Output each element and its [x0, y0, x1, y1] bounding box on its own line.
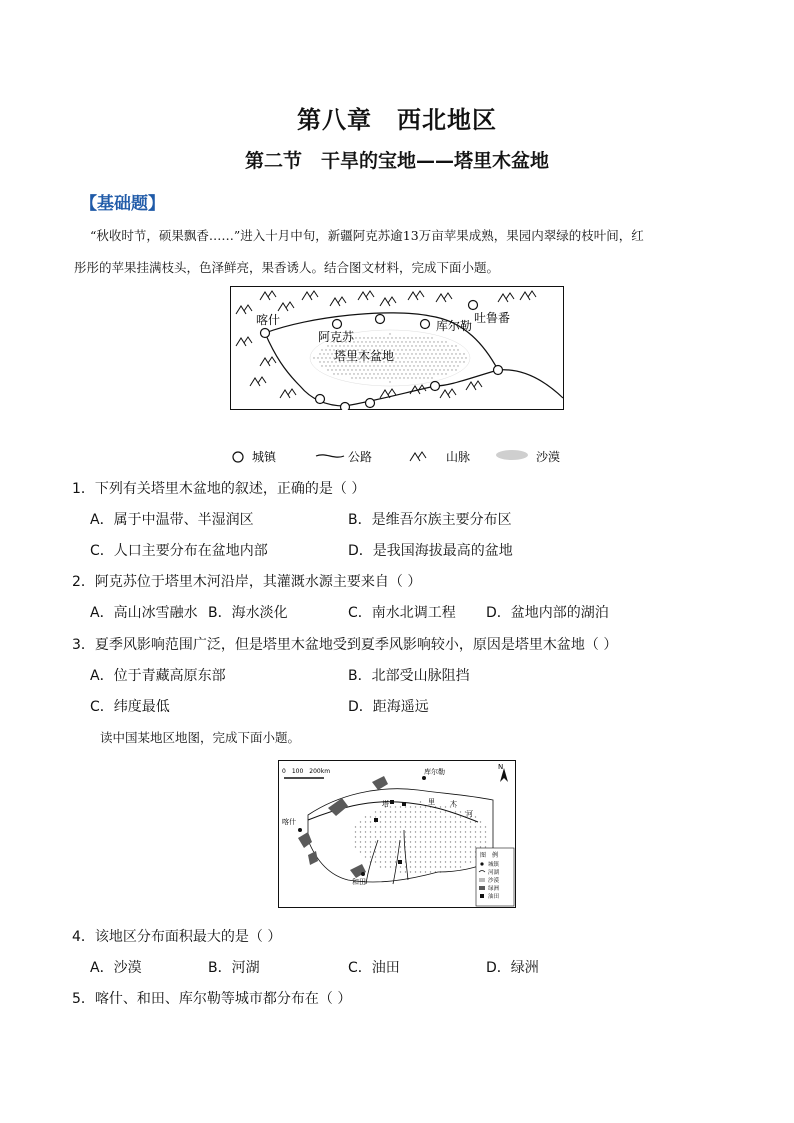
m2-label-kashgar: 喀什 [282, 818, 296, 826]
legend-desert2: 沙漠 [488, 878, 500, 884]
section-title: 第二节 干旱的宝地——塔里木盆地 [244, 150, 549, 172]
question-1-stem: 1．下列有关塔里木盆地的叙述，正确的是（ ） [72, 481, 366, 497]
q1-option-c[interactable]: C．人口主要分布在盆地内部 [90, 543, 268, 559]
q1-option-a[interactable]: A．属于中温带、半湿润区 [90, 512, 254, 528]
legend-mountain: 山脉 [446, 450, 471, 464]
legend-road: 公路 [348, 450, 373, 464]
tarim-basin-map [230, 286, 564, 410]
intro-paragraph-line2: 彤彤的苹果挂满枝头，色泽鲜亮，果香诱人。结合图文材料，完成下面小题。 [74, 260, 500, 275]
legend-mountain-icon [410, 452, 426, 461]
legend-desert-icon [496, 450, 528, 460]
map2-legend [476, 848, 514, 906]
legend-oasis: 绿洲 [488, 886, 500, 892]
label-korla: 库尔勒 [436, 319, 473, 333]
q4-option-d[interactable]: D．绿洲 [486, 960, 539, 976]
q3-option-a[interactable]: A．位于青藏高原东部 [90, 668, 226, 684]
chapter-title: 第八章 西北地区 [297, 106, 497, 134]
q4-option-c[interactable]: C．油田 [348, 960, 400, 976]
m2-label-mu: 木 [450, 800, 457, 808]
question-4-stem: 4．该地区分布面积最大的是（ ） [72, 929, 282, 945]
intro-paragraph-line1: “秋收时节，硕果飘香……”进入十月中旬，新疆阿克苏逾13万亩苹果成熟，果园内翠绿的枝叶间，红 [90, 228, 644, 243]
legend-road-icon [316, 455, 344, 457]
question-2-stem: 2．阿克苏位于塔里木河沿岸，其灌溉水源主要来自（ ） [72, 574, 422, 590]
label-aksu: 阿克苏 [318, 330, 355, 344]
m2-label-ta: 塔 [382, 800, 389, 808]
intro-2: 读中国某地区地图，完成下面小题。 [100, 730, 301, 745]
scale-text: 0 100 200km [282, 768, 331, 775]
legend-town: 城镇 [252, 450, 277, 464]
q4-option-b[interactable]: B．河湖 [208, 960, 260, 976]
question-5-stem: 5．喀什、和田、库尔勒等城市都分布在（ ） [72, 991, 352, 1007]
m2-label-hotan: 和田 [352, 878, 366, 886]
north-label: N [498, 763, 504, 771]
m2-label-li: 里 [428, 798, 435, 806]
label-basin: 塔里木盆地 [334, 349, 395, 363]
q2-option-c[interactable]: C．南水北调工程 [348, 605, 456, 621]
q4-option-a[interactable]: A．沙漠 [90, 960, 142, 976]
q2-option-d[interactable]: D．盆地内部的湖泊 [486, 605, 609, 621]
q3-option-c[interactable]: C．纬度最低 [90, 699, 170, 715]
legend-title: 图 例 [480, 852, 499, 859]
label-kashgar: 喀什 [256, 313, 281, 327]
legend-town2: 城镇 [488, 862, 500, 868]
legend-oilfield: 油田 [488, 894, 500, 900]
map1-legend [230, 446, 570, 468]
label-turpan: 吐鲁番 [474, 311, 511, 325]
legend-river: 河湖 [488, 870, 500, 876]
legend-town-icon [233, 452, 243, 462]
q3-option-d[interactable]: D．距海遥远 [348, 699, 429, 715]
section-tag: 【基础题】 [80, 194, 165, 214]
m2-label-korla: 库尔勒 [424, 768, 445, 776]
legend-desert: 沙漠 [536, 450, 561, 464]
q2-option-a[interactable]: A．高山冰雪融水 [90, 605, 198, 621]
q2-option-b[interactable]: B．海水淡化 [208, 605, 288, 621]
region-map [278, 760, 516, 908]
m2-label-he: 河 [466, 810, 473, 818]
q1-option-b[interactable]: B．是维吾尔族主要分布区 [348, 512, 512, 528]
q3-option-b[interactable]: B．北部受山脉阻挡 [348, 668, 470, 684]
question-3-stem: 3．夏季风影响范围广泛，但是塔里木盆地受到夏季风影响较小，原因是塔里木盆地（ ） [72, 637, 618, 653]
q1-option-d[interactable]: D．是我国海拔最高的盆地 [348, 543, 513, 559]
